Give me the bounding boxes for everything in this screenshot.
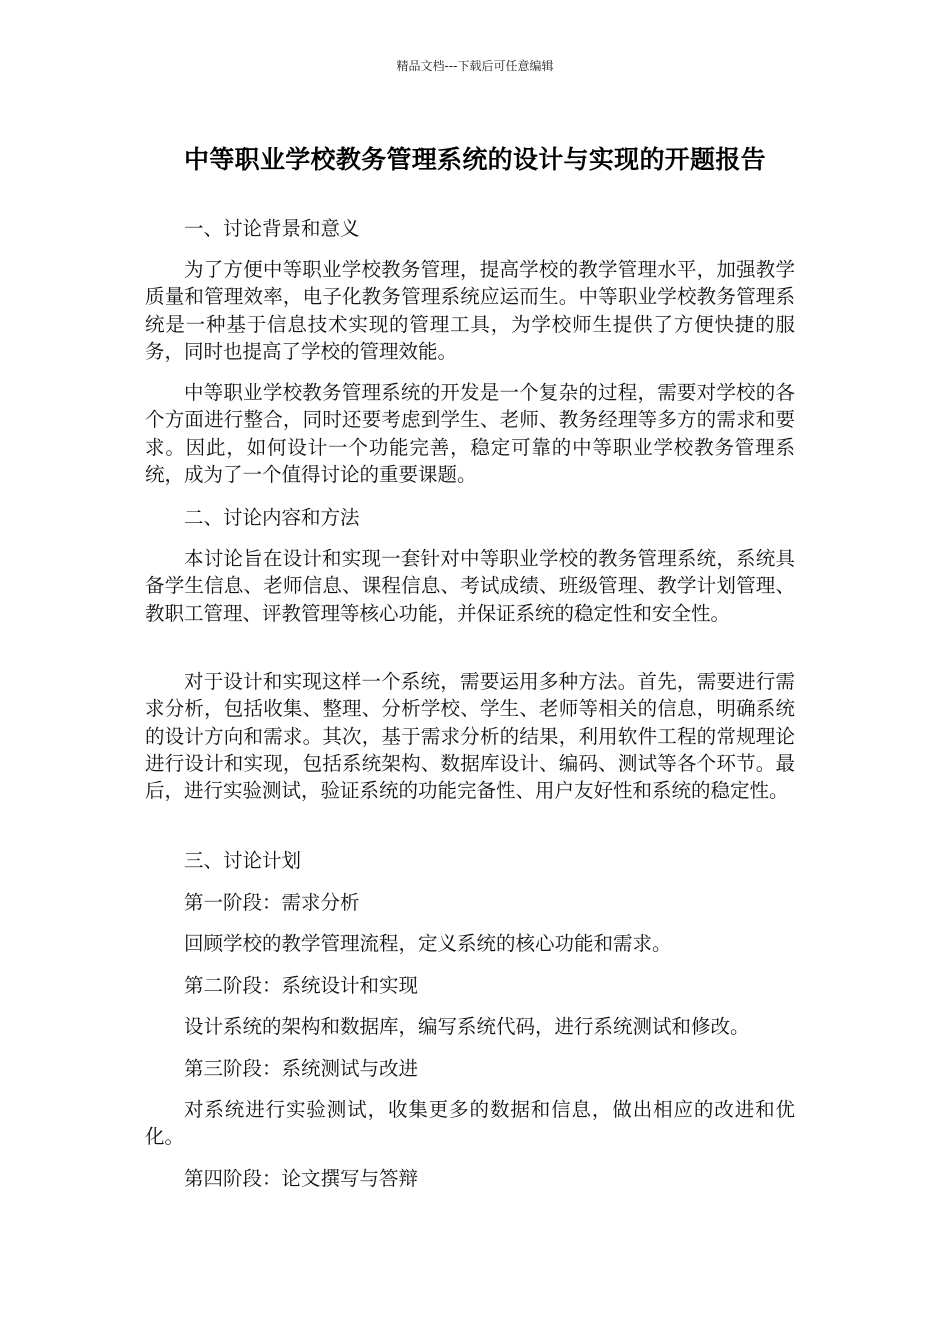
paragraph-text: 本讨论旨在设计和实现一套针对中等职业学校的教务管理系统，系统具备学生信息、老师信息、课程信息、考试成绩、班级管理、教学计划管理、教职工管理、评教管理等核心功能，并保证系统的稳定性和安全性。 bbox=[145, 547, 795, 625]
heading-text: 三、讨论计划 bbox=[184, 849, 302, 872]
paragraph-2 bbox=[145, 379, 795, 488]
phase-2-title bbox=[145, 972, 795, 999]
phase-3-desc bbox=[145, 1096, 795, 1151]
phase-1-title bbox=[145, 889, 795, 916]
paragraph-4 bbox=[145, 668, 795, 804]
phase-desc-text: 对系统进行实验测试，收集更多的数据和信息，做出相应的改进和优化。 bbox=[145, 1098, 795, 1149]
phase-2-desc bbox=[145, 1013, 795, 1040]
paragraph-text: 为了方便中等职业学校教务管理，提高学校的教学管理水平，加强教学质量和管理效率，电子化教务管理系统应运而生。中等职业学校教务管理系统是一种基于信息技术实现的管理工具，为学校师生提供了方便快捷的服务，同时也提高了学校的管理效能。 bbox=[145, 258, 795, 363]
phase-1-desc bbox=[145, 930, 795, 957]
heading-text: 一、讨论背景和意义 bbox=[184, 217, 360, 240]
phase-title-text: 第四阶段：论文撰写与答辩 bbox=[184, 1167, 419, 1190]
paragraph-1 bbox=[145, 256, 795, 365]
phase-4-title bbox=[145, 1165, 795, 1192]
section-heading-1 bbox=[145, 215, 795, 242]
paragraph-text: 对于设计和实现这样一个系统，需要运用多种方法。首先，需要进行需求分析，包括收集、整理、分析学校、学生、老师等相关的信息，明确系统的设计方向和需求。其次，基于需求分析的结果，利用软件工程的常规理论进行设计和实现，包括系统架构、数据库设计、编码、测试等各个环节。最后，进行实验测试，验证系统的功能完备性、用户友好性和系统的稳定性。 bbox=[145, 670, 795, 803]
phase-title-text: 第二阶段：系统设计和实现 bbox=[184, 974, 419, 997]
phase-title-text: 第三阶段：系统测试与改进 bbox=[184, 1057, 419, 1080]
phase-desc-text: 设计系统的架构和数据库，编写系统代码，进行系统测试和修改。 bbox=[184, 1015, 750, 1038]
phase-3-title bbox=[145, 1055, 795, 1082]
section-heading-2 bbox=[145, 504, 795, 531]
heading-text: 二、讨论内容和方法 bbox=[184, 506, 360, 529]
phase-title-text: 第一阶段：需求分析 bbox=[184, 891, 360, 914]
paragraph-3 bbox=[145, 545, 795, 627]
section-heading-3 bbox=[145, 847, 795, 874]
document-title: 中等职业学校教务管理系统的设计与实现的开题报告 bbox=[184, 145, 766, 174]
paragraph-text: 中等职业学校教务管理系统的开发是一个复杂的过程，需要对学校的各个方面进行整合，同时还要考虑到学生、老师、教务经理等多方的需求和要求。因此，如何设计一个功能完善，稳定可靠的中等职业学校教务管理系统，成为了一个值得讨论的重要课题。 bbox=[145, 381, 795, 486]
phase-desc-text: 回顾学校的教学管理流程，定义系统的核心功能和需求。 bbox=[184, 932, 672, 955]
header-note: 精品文档---下载后可任意编辑 bbox=[396, 59, 554, 73]
